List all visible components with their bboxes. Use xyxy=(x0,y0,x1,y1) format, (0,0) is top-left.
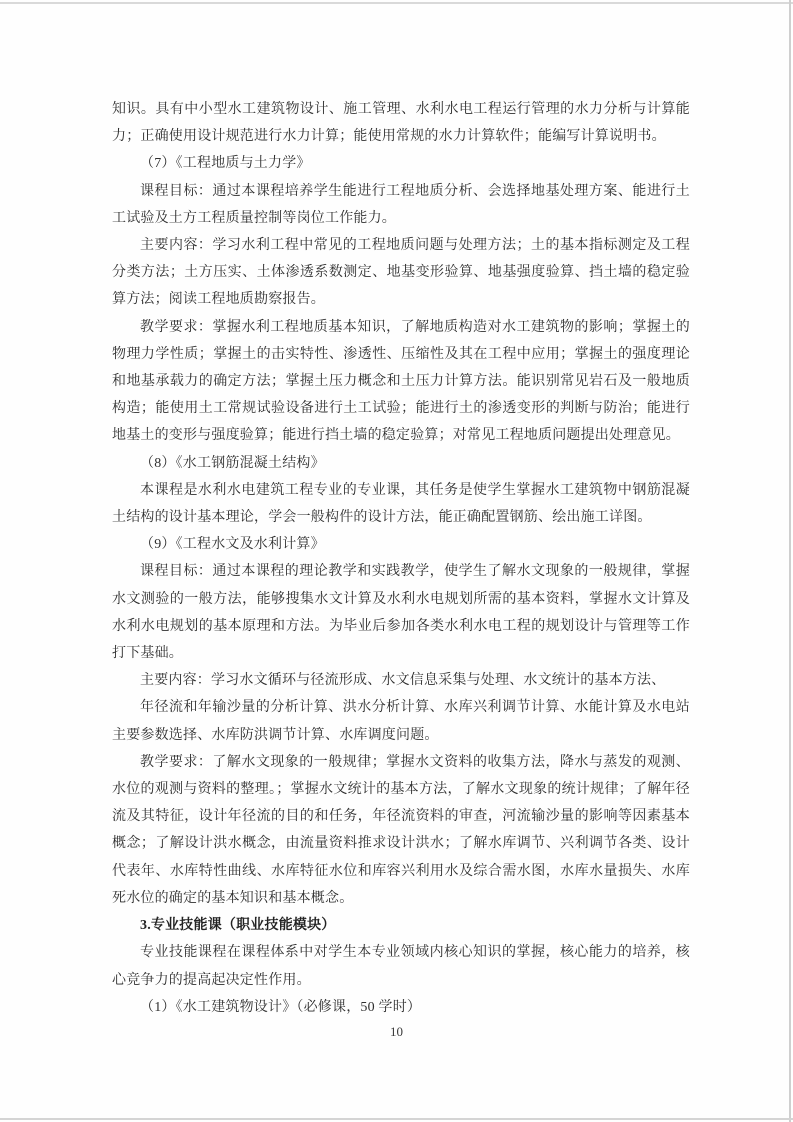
course-main-content-9-continued: 年径流和年输沙量的分析计算、洪水分析计算、水库兴利调节计算、水能计算及水电站主要参数选择、水库防洪调节计算、水库调度问题。 xyxy=(112,700,690,743)
scan-edge-right xyxy=(789,0,791,1122)
continued-paragraph: 知识。具有中小型水工建筑物设计、施工管理、水利水电工程运行管理的水力分析与计算能力；正确使用设计规范进行水力计算；能使用常规的水力计算软件；能编写计算说明书。 xyxy=(112,102,690,145)
course-heading-skill-1: （1）《水工建筑物设计》（必修课，50 学时） xyxy=(140,999,422,1015)
teaching-requirements-7: 教学要求：掌握水利工程地质基本知识，了解地质构造对水工建筑物的影响；掌握土的物理力学性质；掌握土的击实特性、渗透性、压缩性及其在工程中应用；掌握土的强度理论和地基承载力的确定方法；掌握土压力概念和土压力计算方法。能识别常见岩石及一般地质构造；能使用土工常规试验设备进行土工试验；能进行土的渗透变形的判断与防治；能进行地基土的变形与强度验算；能进行挡土墙的稳定验算；对常见工程地质问题提出处理意见。 xyxy=(112,319,690,444)
section-heading-skill-courses: 3.专业技能课（职业技能模块） xyxy=(140,918,336,934)
course-description-8: 本课程是水利水电建筑工程专业的专业课，其任务是使学生掌握水工建筑物中钢筋混凝土结构的设计基本理论，学会一般构件的设计方法，能正确配置钢筋、绘出施工详图。 xyxy=(112,482,690,526)
skill-courses-intro: 专业技能课程在课程体系中对学生本专业领域内核心知识的掌握，核心能力的培养，核心竞争力的提高起决定性作用。 xyxy=(112,945,690,988)
course-heading-7: （7）《工程地质与土力学》 xyxy=(140,156,311,172)
document-body xyxy=(112,96,690,1021)
course-objective-7: 课程目标：通过本课程培养学生能进行工程地质分析、会选择地基处理方案、能进行土工试验及土方工程质量控制等岗位工作能力。 xyxy=(112,183,690,226)
course-main-content-7: 主要内容：学习水利工程中常见的工程地质问题与处理方法；土的基本指标测定及工程分类方法；土方压实、土体渗透系数测定、地基变形验算、地基强度验算、挡土墙的稳定验算方法；阅读工程地质勘察报告。 xyxy=(112,238,690,308)
course-heading-9: （9）《工程水文及水利计算》 xyxy=(140,537,325,553)
course-objective-9: 课程目标：通过本课程的理论教学和实践教学，使学生了解水文现象的一般规律，掌握水文测验的一般方法，能够搜集水文计算及水利水电规划所需的基本资料，掌握水文计算及水利水电规划的基本原理和方法。为毕业后参加各类水利水电工程的规划设计与管理等工作打下基础。 xyxy=(112,564,690,662)
course-main-content-9: 主要内容：学习水文循环与径流形成、水文信息采集与处理、水文统计的基本方法、 xyxy=(140,673,666,689)
scan-edge-top xyxy=(0,2,793,4)
scan-edge-bottom xyxy=(0,1118,793,1120)
course-heading-8: （8）《水工钢筋混凝土结构》 xyxy=(140,455,325,471)
page-number: 10 xyxy=(390,1024,403,1039)
teaching-requirements-9: 教学要求：了解水文现象的一般规律；掌握水文资料的收集方法，降水与蒸发的观测、水位的观测与资料的整理。；掌握水文统计的基本方法，了解水文现象的统计规律；了解年径流及其特征，设计年径流的目的和任务，年径流资料的审查，河流输沙量的影响等因素基本概念；了解设计洪水概念，由流量资料推求设计洪水；了解水库调节、兴利调节各类、设计代表年、水库特性曲线、水库特征水位和库容兴利用水及综合需水图，水库水量损失、水库死水位的确定的基本知识和基本概念。 xyxy=(112,754,690,906)
